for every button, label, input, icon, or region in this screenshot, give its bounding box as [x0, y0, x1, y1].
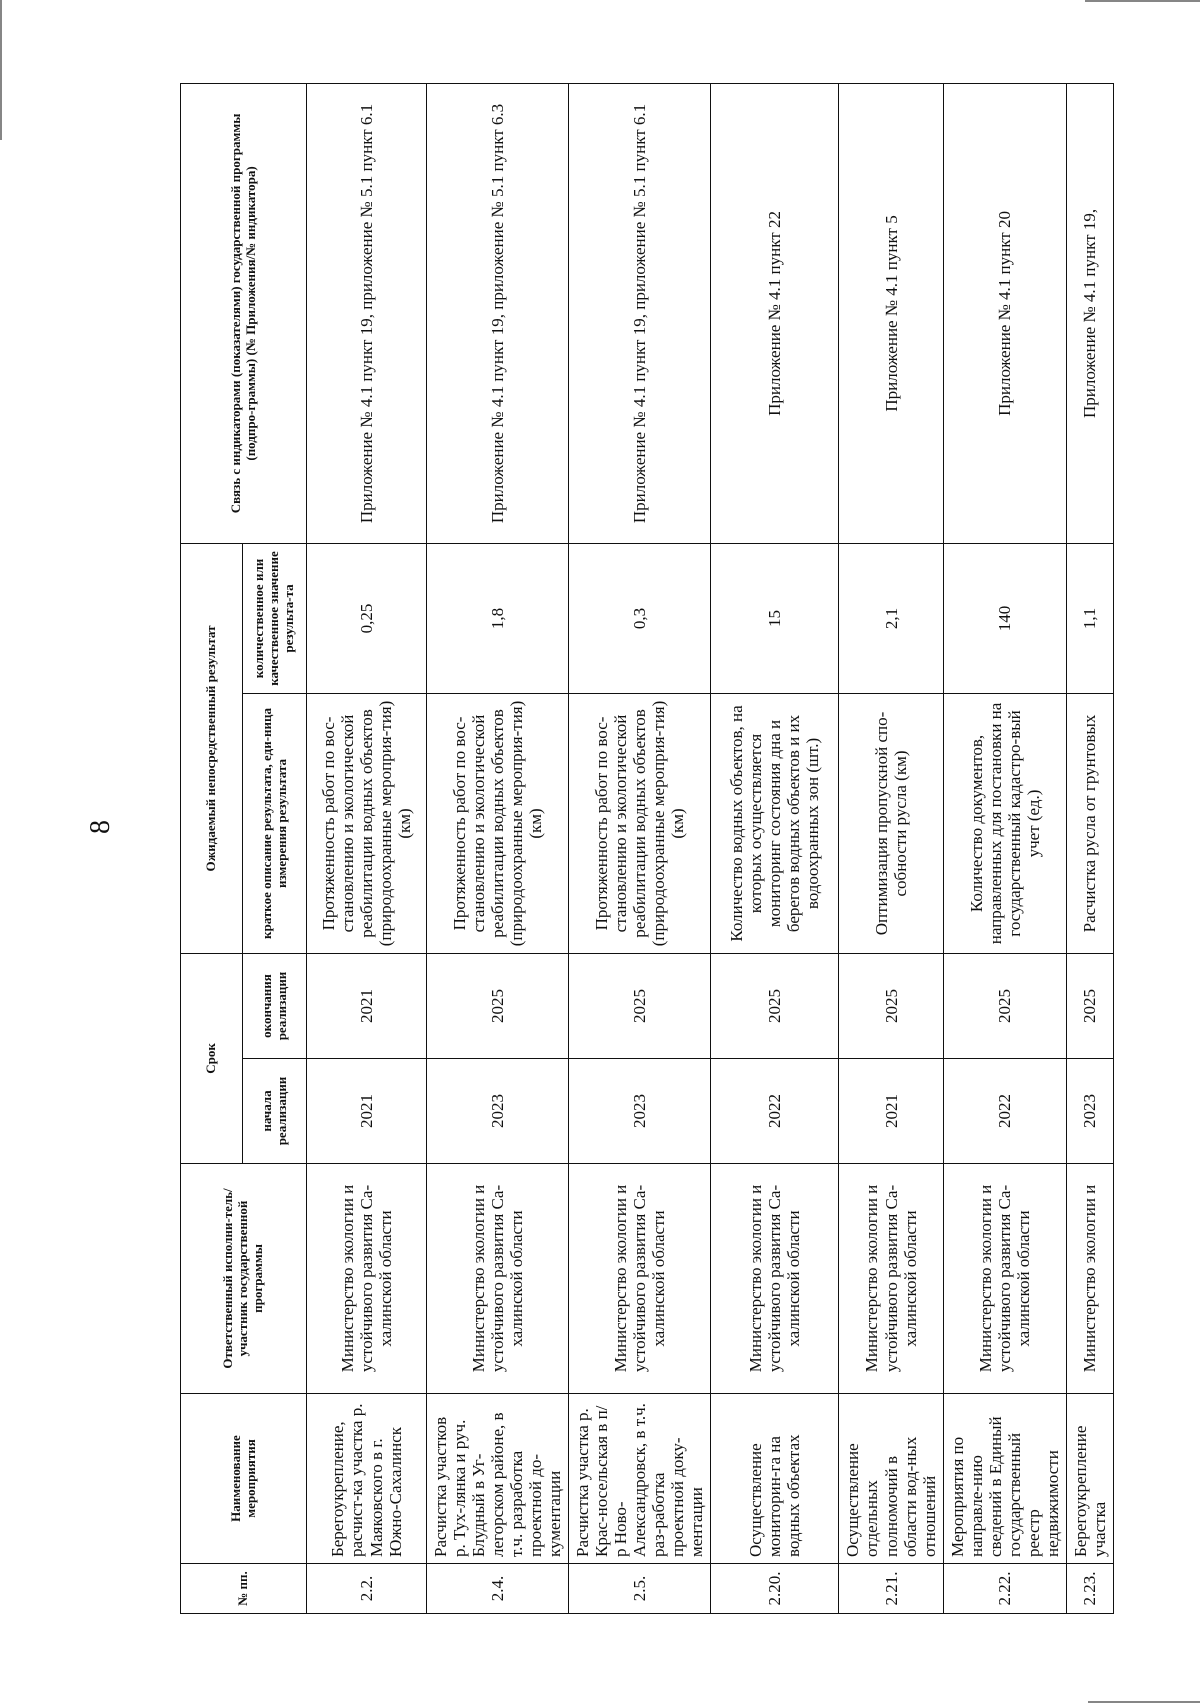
scan-edge-mark: [0, 0, 2, 140]
header-responsible: Ответственный исполни-тель/участник государственной программы: [181, 1164, 307, 1394]
row-result-value: 0,25: [307, 543, 427, 693]
row-result-desc: Протяженность работ по вос-становлению и экологической реабилитации водных объектов (природоохранные мероприя-тия) (км): [427, 693, 569, 953]
header-result-value: количественное или качественное значение результа-та: [243, 543, 307, 693]
row-num: 2.22.: [943, 1564, 1066, 1614]
row-start: 2021: [307, 1059, 427, 1164]
row-start: 2023: [569, 1059, 711, 1164]
row-num: 2.2.: [307, 1564, 427, 1614]
row-result-value: 1,1: [1066, 543, 1113, 693]
row-result-desc: Протяженность работ по вос-становлению и экологической реабилитации водных объектов (природоохранные мероприя-тия) (км): [569, 693, 711, 953]
row-name: Расчистка участка р. Крас-носельская в п/р Ново-Александровск, в т.ч. раз-работка проектной доку-ментации: [569, 1394, 711, 1564]
row-result-desc: Количество водных объектов, на которых осуществляется мониторинг состояния дна и берегов водных объектов и их водоохранных зон (шт.): [711, 693, 839, 953]
table-row: [711, 83, 839, 1613]
measures-table: [180, 83, 1114, 1614]
row-responsible: Министерство экологии и устойчивого развития Са-халинской области: [711, 1164, 839, 1394]
row-name: Мероприятия по направле-нию сведений в Единый государственный реестр недвижимости: [943, 1394, 1066, 1564]
row-end: 2025: [427, 953, 569, 1058]
row-result-desc: Количество документов, направленных для постановки на государственный кадастро-вый учет (ед.): [943, 693, 1066, 953]
row-name: Осуществление отдельных полномочий в области вод-ных отношений: [839, 1394, 943, 1564]
header-link: Связь с индикаторами (показателями) государственной программы (подпро-граммы) (№ Приложения/№ индикатора): [181, 83, 307, 543]
row-responsible: Министерство экологии и: [1066, 1164, 1113, 1394]
scan-edge-mark: [1085, 0, 1200, 2]
row-num: 2.21.: [839, 1564, 943, 1614]
row-num: 2.20.: [711, 1564, 839, 1614]
header-name: Наименование мероприятия: [181, 1394, 307, 1564]
row-link: Приложение № 4.1 пункт 22: [711, 83, 839, 543]
row-num: 2.4.: [427, 1564, 569, 1614]
header-end: окончания реализации: [243, 953, 307, 1058]
row-end: 2025: [711, 953, 839, 1058]
table-row: [839, 83, 943, 1613]
row-num: 2.23.: [1066, 1564, 1113, 1614]
row-end: 2025: [1066, 953, 1113, 1058]
row-start: 2023: [427, 1059, 569, 1164]
row-responsible: Министерство экологии и устойчивого развития Са-халинской области: [427, 1164, 569, 1394]
row-name: Осуществление мониторин-га на водных объектах: [711, 1394, 839, 1564]
row-result-value: 1,8: [427, 543, 569, 693]
row-name: Расчистка участков р. Тух-лянка и руч. Блудный в Уг-легорском районе, в т.ч. разработка проектной до-кументации: [427, 1394, 569, 1564]
row-link: Приложение № 4.1 пункт 20: [943, 83, 1066, 543]
table-row: [943, 83, 1066, 1613]
header-result-desc: краткое описание результата, еди-ница измерения результата: [243, 693, 307, 953]
row-start: 2022: [943, 1059, 1066, 1164]
row-result-desc: Протяженность работ по вос-становлению и экологической реабилитации водных объектов (природоохранные мероприя-тия) (км): [307, 693, 427, 953]
header-num: № пп.: [181, 1564, 307, 1614]
row-name: Берегоукрепление, расчист-ка участка р. Маяковского в г. Южно-Сахалинск: [307, 1394, 427, 1564]
row-link: Приложение № 4.1 пункт 5: [839, 83, 943, 543]
row-name: Берегоукрепление участка: [1066, 1394, 1113, 1564]
row-result-desc: Расчистка русла от грунтовых: [1066, 693, 1113, 953]
page-number: 8: [85, 820, 116, 834]
row-result-value: 0,3: [569, 543, 711, 693]
row-result-value: 2,1: [839, 543, 943, 693]
row-responsible: Министерство экологии и устойчивого развития Са-халинской области: [943, 1164, 1066, 1394]
table-row: [569, 83, 711, 1613]
row-link: Приложение № 4.1 пункт 19,: [1066, 83, 1113, 543]
header-term: Срок: [181, 953, 243, 1163]
row-link: Приложение № 4.1 пункт 19, приложение № 5.1 пункт 6.1: [569, 83, 711, 543]
row-end: 2025: [569, 953, 711, 1058]
row-start: 2023: [1066, 1059, 1113, 1164]
row-responsible: Министерство экологии и устойчивого развития Са-халинской области: [839, 1164, 943, 1394]
row-result-desc: Оптимизация пропускной спо-собности русла (км): [839, 693, 943, 953]
table-row: [427, 83, 569, 1613]
row-num: 2.5.: [569, 1564, 711, 1614]
table-row: [1066, 83, 1113, 1613]
header-start: начала реализации: [243, 1059, 307, 1164]
row-start: 2022: [711, 1059, 839, 1164]
row-result-value: 140: [943, 543, 1066, 693]
row-link: Приложение № 4.1 пункт 19, приложение № 5.1 пункт 6.3: [427, 83, 569, 543]
row-end: 2021: [307, 953, 427, 1058]
rotated-table-frame: [180, 84, 1109, 1614]
header-result: Ожидаемый непосредственный результат: [181, 543, 243, 953]
table-row: [307, 83, 427, 1613]
row-link: Приложение № 4.1 пункт 19, приложение № 5.1 пункт 6.1: [307, 83, 427, 543]
row-end: 2025: [839, 953, 943, 1058]
row-result-value: 15: [711, 543, 839, 693]
row-end: 2025: [943, 953, 1066, 1058]
row-start: 2021: [839, 1059, 943, 1164]
row-responsible: Министерство экологии и устойчивого развития Са-халинской области: [307, 1164, 427, 1394]
row-responsible: Министерство экологии и устойчивого развития Са-халинской области: [569, 1164, 711, 1394]
